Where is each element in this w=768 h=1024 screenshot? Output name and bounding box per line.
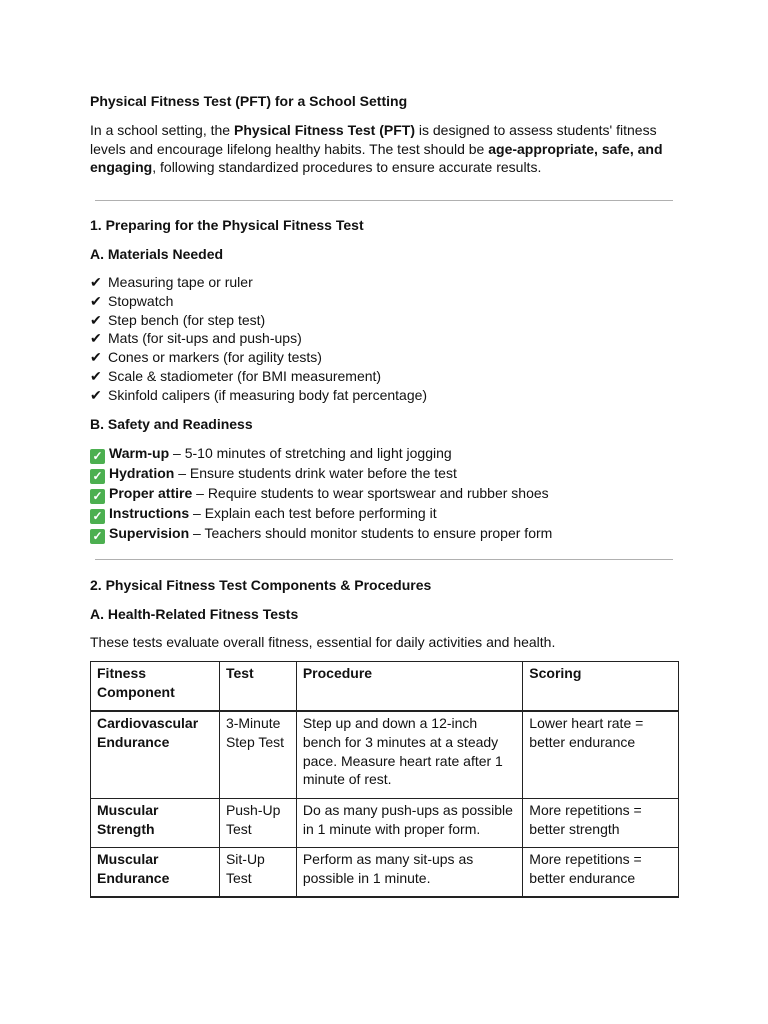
checkmark-icon: ✔ bbox=[90, 292, 102, 309]
section2-heading: 2. Physical Fitness Test Components & Procedures bbox=[90, 577, 432, 593]
list-item bbox=[90, 484, 690, 504]
table-cell: Push-Up Test bbox=[219, 799, 296, 848]
intro-paragraph bbox=[90, 121, 680, 177]
checkmark-icon: ✔ bbox=[90, 349, 102, 366]
list-item bbox=[90, 464, 690, 484]
list-item bbox=[90, 524, 690, 544]
list-item-text: Stopwatch bbox=[108, 292, 174, 309]
check-box-icon: ✓ bbox=[90, 529, 105, 544]
intro-bold-2: age-appropriate, safe, and engaging bbox=[90, 140, 663, 175]
safety-text: – Teachers should monitor students to ensure proper form bbox=[189, 525, 553, 541]
checkmark-icon: ✔ bbox=[90, 386, 102, 403]
intro-text-3: , following standardized procedures to ensure accurate results. bbox=[152, 159, 542, 175]
materials-list bbox=[90, 273, 690, 405]
column-header: Procedure bbox=[296, 662, 522, 712]
list-item bbox=[90, 367, 690, 386]
intro-text-1: In a school setting, the bbox=[90, 122, 234, 138]
list-item bbox=[90, 348, 690, 367]
table-cell: Cardiovascular Endurance bbox=[91, 711, 220, 799]
checkmark-icon: ✔ bbox=[90, 367, 102, 384]
health-tests-heading: A. Health-Related Fitness Tests bbox=[90, 606, 299, 622]
list-item bbox=[90, 444, 690, 464]
table-cell: Do as many push-ups as possible in 1 minute with proper form. bbox=[296, 799, 522, 848]
table-cell: More repetitions = better endurance bbox=[523, 848, 679, 898]
safety-list bbox=[90, 444, 690, 544]
table-row bbox=[91, 848, 679, 898]
check-box-icon: ✓ bbox=[90, 489, 105, 504]
safety-label: Instructions bbox=[109, 505, 190, 521]
safety-text: – Ensure students drink water before the test bbox=[174, 465, 457, 481]
divider bbox=[95, 559, 673, 560]
table-header-row bbox=[91, 662, 679, 712]
table-row bbox=[91, 711, 679, 799]
table-cell: 3-Minute Step Test bbox=[219, 711, 296, 799]
list-item bbox=[90, 504, 690, 524]
checkmark-icon: ✔ bbox=[90, 311, 102, 328]
check-box-icon: ✓ bbox=[90, 509, 105, 524]
list-item-text: Cones or markers (for agility tests) bbox=[108, 349, 322, 366]
safety-label: Proper attire bbox=[109, 485, 193, 501]
list-item-text: Step bench (for step test) bbox=[108, 311, 266, 328]
safety-text: – Explain each test before performing it bbox=[189, 505, 437, 521]
materials-heading: A. Materials Needed bbox=[90, 246, 224, 262]
table-cell: Sit-Up Test bbox=[219, 848, 296, 898]
table-cell: Muscular Strength bbox=[91, 799, 220, 848]
safety-label: Hydration bbox=[109, 465, 175, 481]
divider bbox=[95, 200, 673, 201]
safety-label: Supervision bbox=[109, 525, 190, 541]
list-item-text: Mats (for sit-ups and push-ups) bbox=[108, 330, 302, 347]
table-cell: Step up and down a 12-inch bench for 3 minutes at a steady pace. Measure heart rate after 1 minute of rest. bbox=[296, 711, 522, 799]
fitness-table bbox=[90, 661, 679, 898]
safety-text: – 5-10 minutes of stretching and light jogging bbox=[169, 445, 452, 461]
page-title: Physical Fitness Test (PFT) for a School Setting bbox=[90, 93, 408, 109]
column-header: Scoring bbox=[523, 662, 679, 712]
column-header: Test bbox=[219, 662, 296, 712]
list-item-text: Skinfold calipers (if measuring body fat percentage) bbox=[108, 386, 428, 403]
check-box-icon: ✓ bbox=[90, 449, 105, 464]
table-cell: Perform as many sit-ups as possible in 1 minute. bbox=[296, 848, 522, 898]
list-item bbox=[90, 292, 690, 311]
safety-text: – Require students to wear sportswear and rubber shoes bbox=[192, 485, 549, 501]
table-row bbox=[91, 799, 679, 848]
list-item bbox=[90, 329, 690, 348]
safety-heading: B. Safety and Readiness bbox=[90, 416, 253, 432]
list-item-text: Measuring tape or ruler bbox=[108, 274, 253, 290]
check-box-icon: ✓ bbox=[90, 469, 105, 484]
safety-label: Warm-up bbox=[109, 445, 170, 461]
column-header: Fitness Component bbox=[91, 662, 220, 712]
list-item bbox=[90, 311, 690, 330]
section2-paragraph: These tests evaluate overall fitness, essential for daily activities and health. bbox=[90, 634, 556, 650]
list-item bbox=[90, 386, 690, 405]
intro-text-2: is designed to assess students' fitness levels and encourage lifelong healthy habits. The test should be bbox=[90, 122, 657, 157]
intro-bold-1: Physical Fitness Test (PFT) bbox=[233, 122, 415, 138]
section1-heading: 1. Preparing for the Physical Fitness Test bbox=[90, 217, 364, 233]
table-cell: Muscular Endurance bbox=[91, 848, 220, 898]
list-item bbox=[90, 273, 690, 292]
table-cell: More repetitions = better strength bbox=[523, 799, 679, 848]
list-item-text: Scale & stadiometer (for BMI measurement) bbox=[108, 367, 382, 384]
checkmark-icon: ✔ bbox=[90, 274, 102, 290]
checkmark-icon: ✔ bbox=[90, 330, 102, 347]
table-cell: Lower heart rate = better endurance bbox=[523, 711, 679, 799]
